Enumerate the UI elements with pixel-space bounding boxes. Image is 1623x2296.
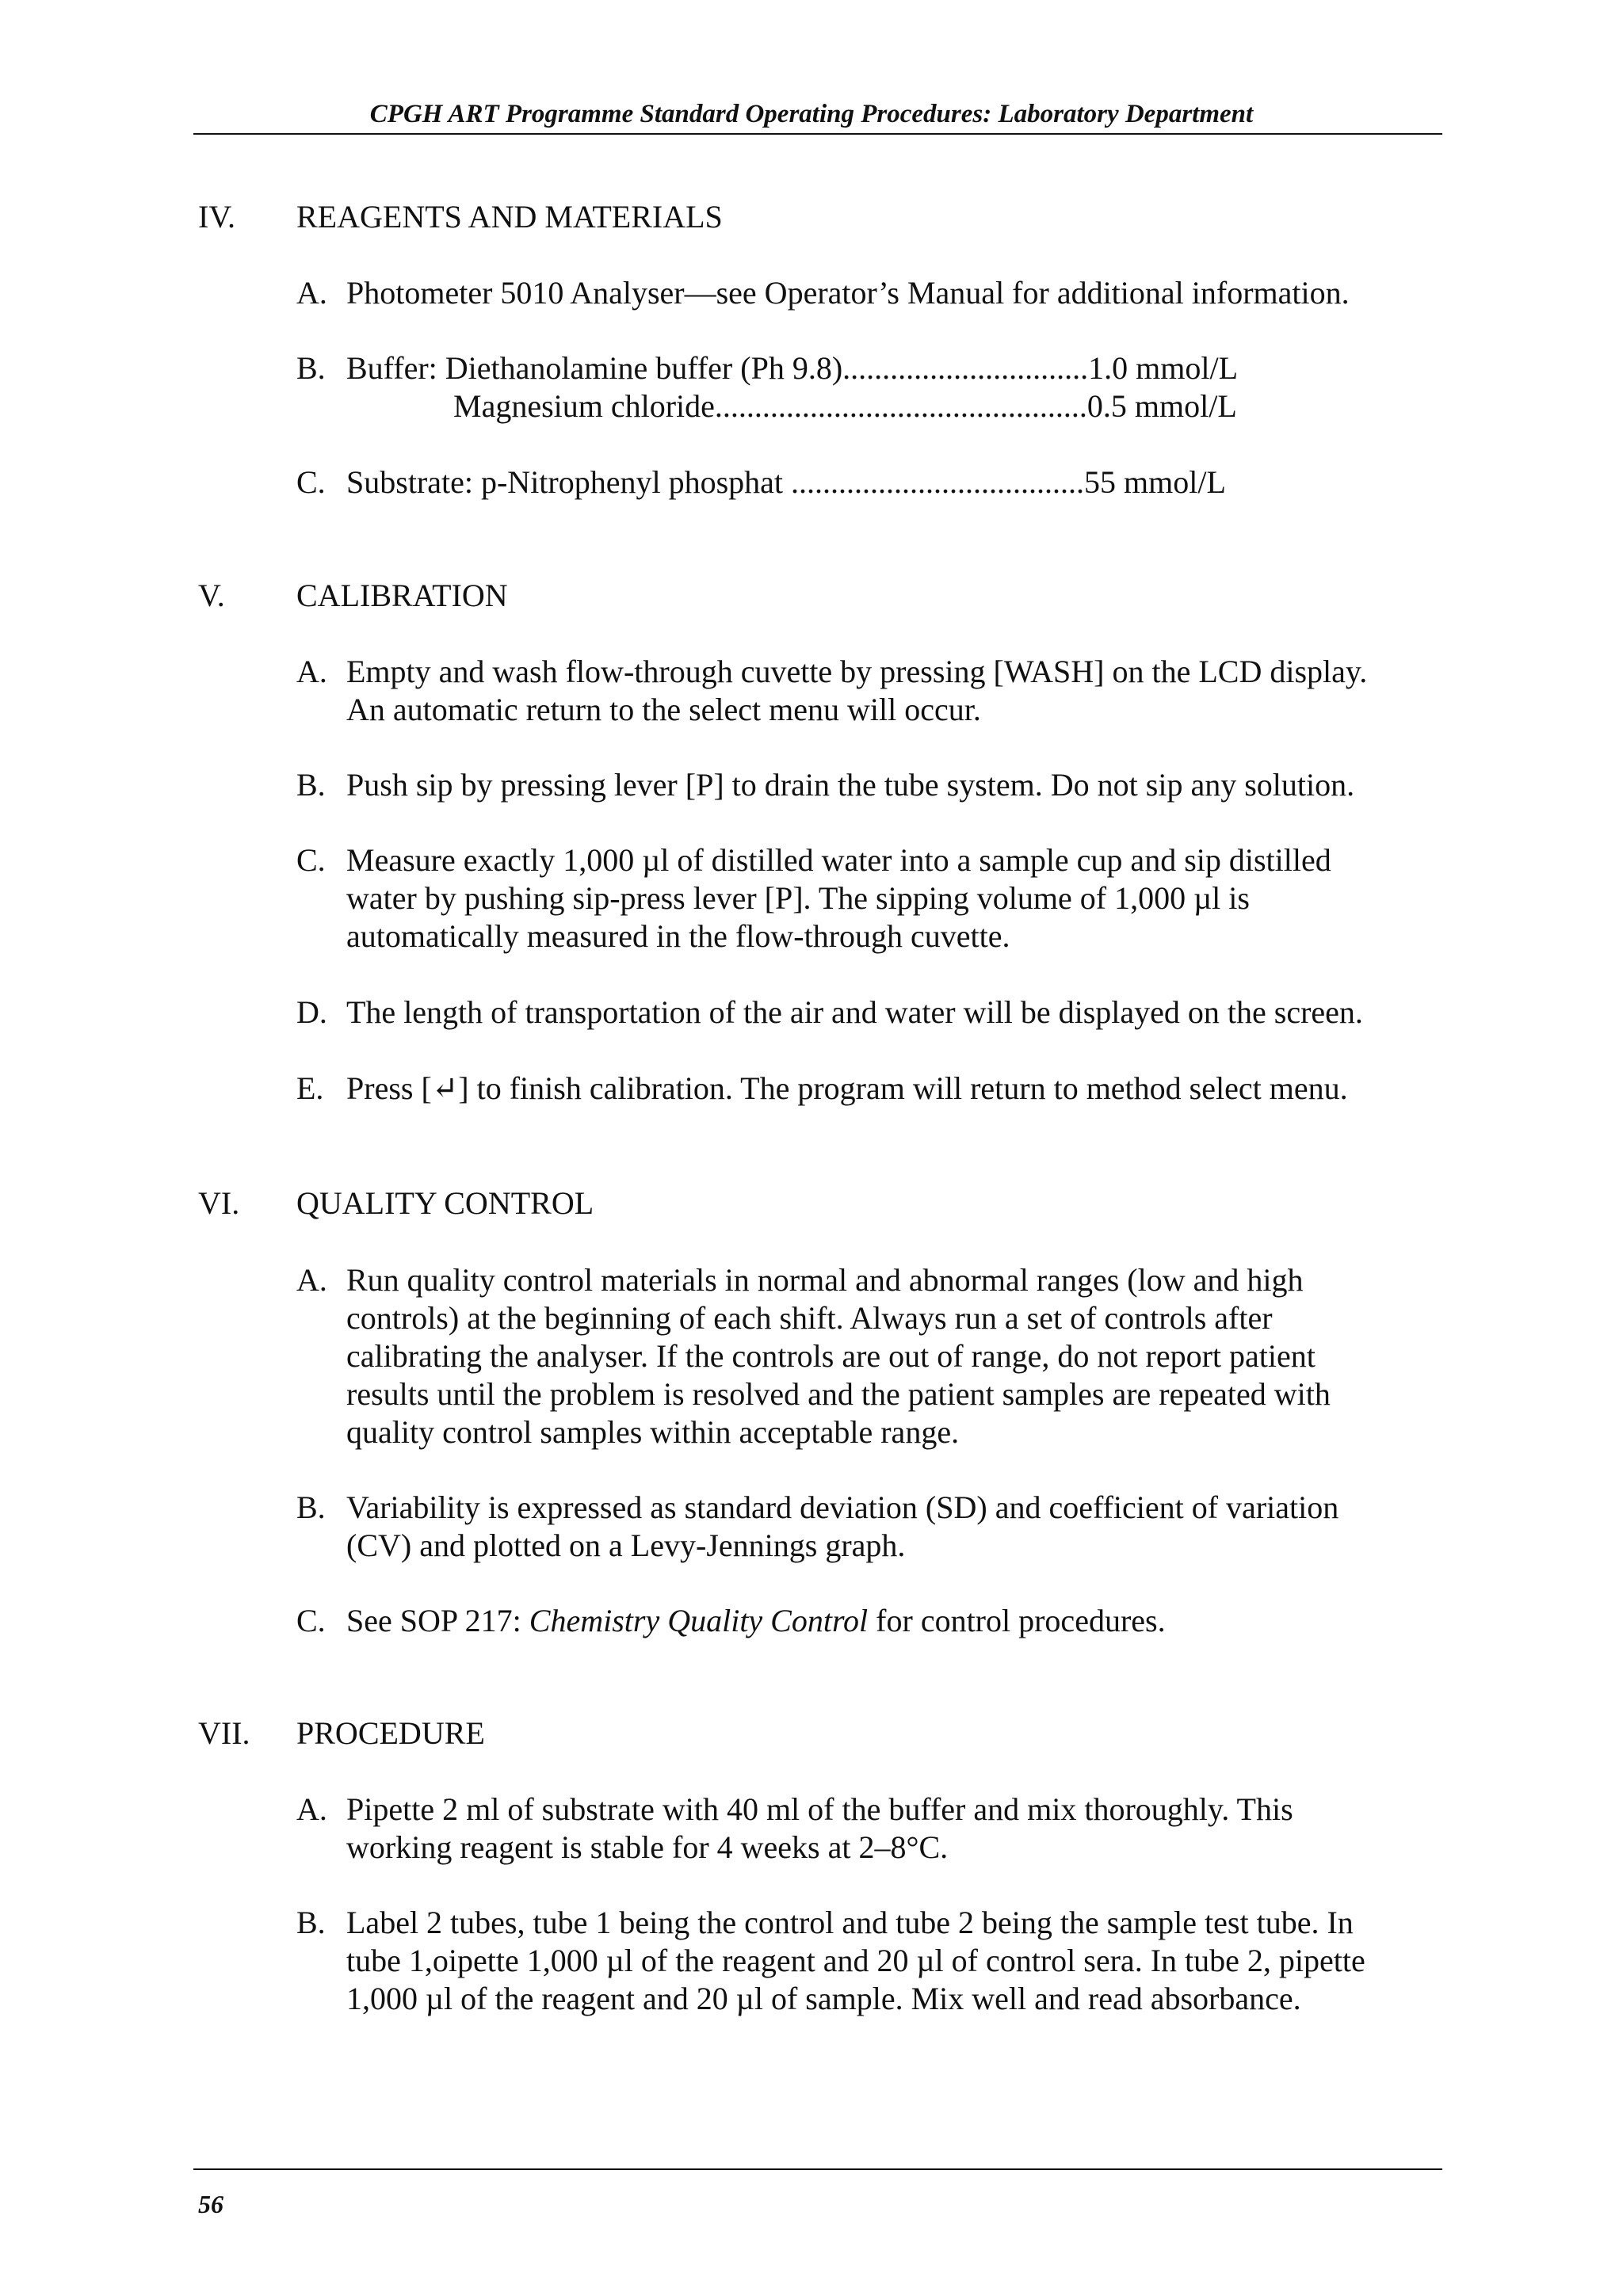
text-line: Variability is expressed as standard deviation (SD) and coefficient of variation bbox=[346, 1489, 1339, 1525]
text-line: 1,000 µl of the reagent and 20 µl of sample. Mix well and read absorbance. bbox=[346, 1981, 1301, 2016]
item-text-label-tubes bbox=[346, 1904, 1424, 2018]
section-number-iv: IV. bbox=[198, 199, 236, 235]
header-rule bbox=[193, 133, 1442, 135]
section-number-vi: VI. bbox=[198, 1185, 240, 1221]
text-line: controls) at the beginning of each shift. Always run a set of controls after bbox=[346, 1300, 1273, 1336]
section-title-quality-control: QUALITY CONTROL bbox=[296, 1185, 594, 1221]
item-letter: C. bbox=[296, 1603, 326, 1638]
section-title-reagents: REAGENTS AND MATERIALS bbox=[296, 199, 723, 235]
text-line: automatically measured in the flow-through cuvette. bbox=[346, 918, 1010, 954]
text-line: quality control samples within acceptable range. bbox=[346, 1414, 960, 1450]
item-letter: C. bbox=[296, 464, 326, 500]
section-number-vii: VII. bbox=[198, 1715, 250, 1751]
item-text-pipette bbox=[346, 1791, 1424, 1867]
text-line: working reagent is stable for 4 weeks at 2–8°C. bbox=[346, 1829, 949, 1865]
item-text-photometer: Photometer 5010 Analyser—see Operator’s Manual for additional information. bbox=[346, 275, 1350, 311]
item-letter: A. bbox=[296, 1262, 327, 1298]
item-letter: D. bbox=[296, 994, 327, 1030]
text-line: Pipette 2 ml of substrate with 40 ml of the buffer and mix thoroughly. This bbox=[346, 1791, 1293, 1827]
text-line: (CV) and plotted on a Levy-Jennings graph. bbox=[346, 1527, 906, 1563]
text-line: calibrating the analyser. If the controls are out of range, do not report patient bbox=[346, 1338, 1316, 1374]
section-title-calibration: CALIBRATION bbox=[296, 578, 508, 613]
item-letter: E. bbox=[296, 1070, 324, 1106]
item-text-length: The length of transportation of the air and water will be displayed on the screen. bbox=[346, 994, 1363, 1030]
running-header: CPGH ART Programme Standard Operating Procedures: Laboratory Department bbox=[369, 100, 1254, 128]
text-line: water by pushing sip-press lever [P]. The sipping volume of 1,000 µl is bbox=[346, 880, 1250, 916]
section-number-v: V. bbox=[198, 578, 225, 613]
text-line: Label 2 tubes, tube 1 being the control and tube 2 being the sample test tube. In bbox=[346, 1905, 1354, 1940]
item-letter: C. bbox=[296, 842, 326, 878]
item-text-magnesium: Magnesium chloride...............................................0.5 mmol/L bbox=[453, 388, 1237, 424]
item-text-empty-wash bbox=[346, 653, 1424, 729]
item-letter: B. bbox=[296, 1489, 326, 1525]
item-text-push-sip: Push sip by pressing lever [P] to drain the tube system. Do not sip any solution. bbox=[346, 767, 1355, 803]
item-text-see-sop bbox=[346, 1602, 1424, 1640]
sop-title-italic: Chemistry Quality Control bbox=[529, 1603, 869, 1638]
item-letter: B. bbox=[296, 1905, 326, 1940]
page-number: 56 bbox=[198, 2190, 223, 2218]
item-text-run-qc bbox=[346, 1261, 1424, 1451]
item-text-substrate: Substrate: p-Nitrophenyl phosphat .....................................55 mmol/L bbox=[346, 464, 1226, 500]
section-title-procedure: PROCEDURE bbox=[296, 1715, 485, 1751]
footer-rule bbox=[193, 2168, 1442, 2170]
item-letter: A. bbox=[296, 275, 327, 311]
text-line: An automatic return to the select menu will occur. bbox=[346, 692, 981, 727]
item-text-press-enter: Press [↵] to finish calibration. The program will return to method select menu. bbox=[346, 1070, 1348, 1106]
item-text-measure bbox=[346, 841, 1424, 955]
text-line: Measure exactly 1,000 µl of distilled water into a sample cup and sip distilled bbox=[346, 842, 1331, 878]
text-line: results until the problem is resolved and the patient samples are repeated with bbox=[346, 1376, 1331, 1412]
item-letter: B. bbox=[296, 767, 326, 803]
sop-suffix: for control procedures. bbox=[868, 1603, 1166, 1638]
item-letter: A. bbox=[296, 1791, 327, 1827]
sop-prefix: See SOP 217: bbox=[346, 1603, 529, 1638]
text-line: Run quality control materials in normal and abnormal ranges (low and high bbox=[346, 1262, 1304, 1298]
item-letter: A. bbox=[296, 654, 327, 689]
item-letter: B. bbox=[296, 350, 326, 386]
item-text-buffer: Buffer: Diethanolamine buffer (Ph 9.8)...............................1.0 mmol/L bbox=[346, 350, 1239, 386]
text-line: tube 1,oipette 1,000 µl of the reagent and 20 µl of control sera. In tube 2, pipette bbox=[346, 1943, 1365, 1978]
item-text-variability bbox=[346, 1489, 1424, 1565]
text-line: Empty and wash flow-through cuvette by pressing [WASH] on the LCD display. bbox=[346, 654, 1368, 689]
